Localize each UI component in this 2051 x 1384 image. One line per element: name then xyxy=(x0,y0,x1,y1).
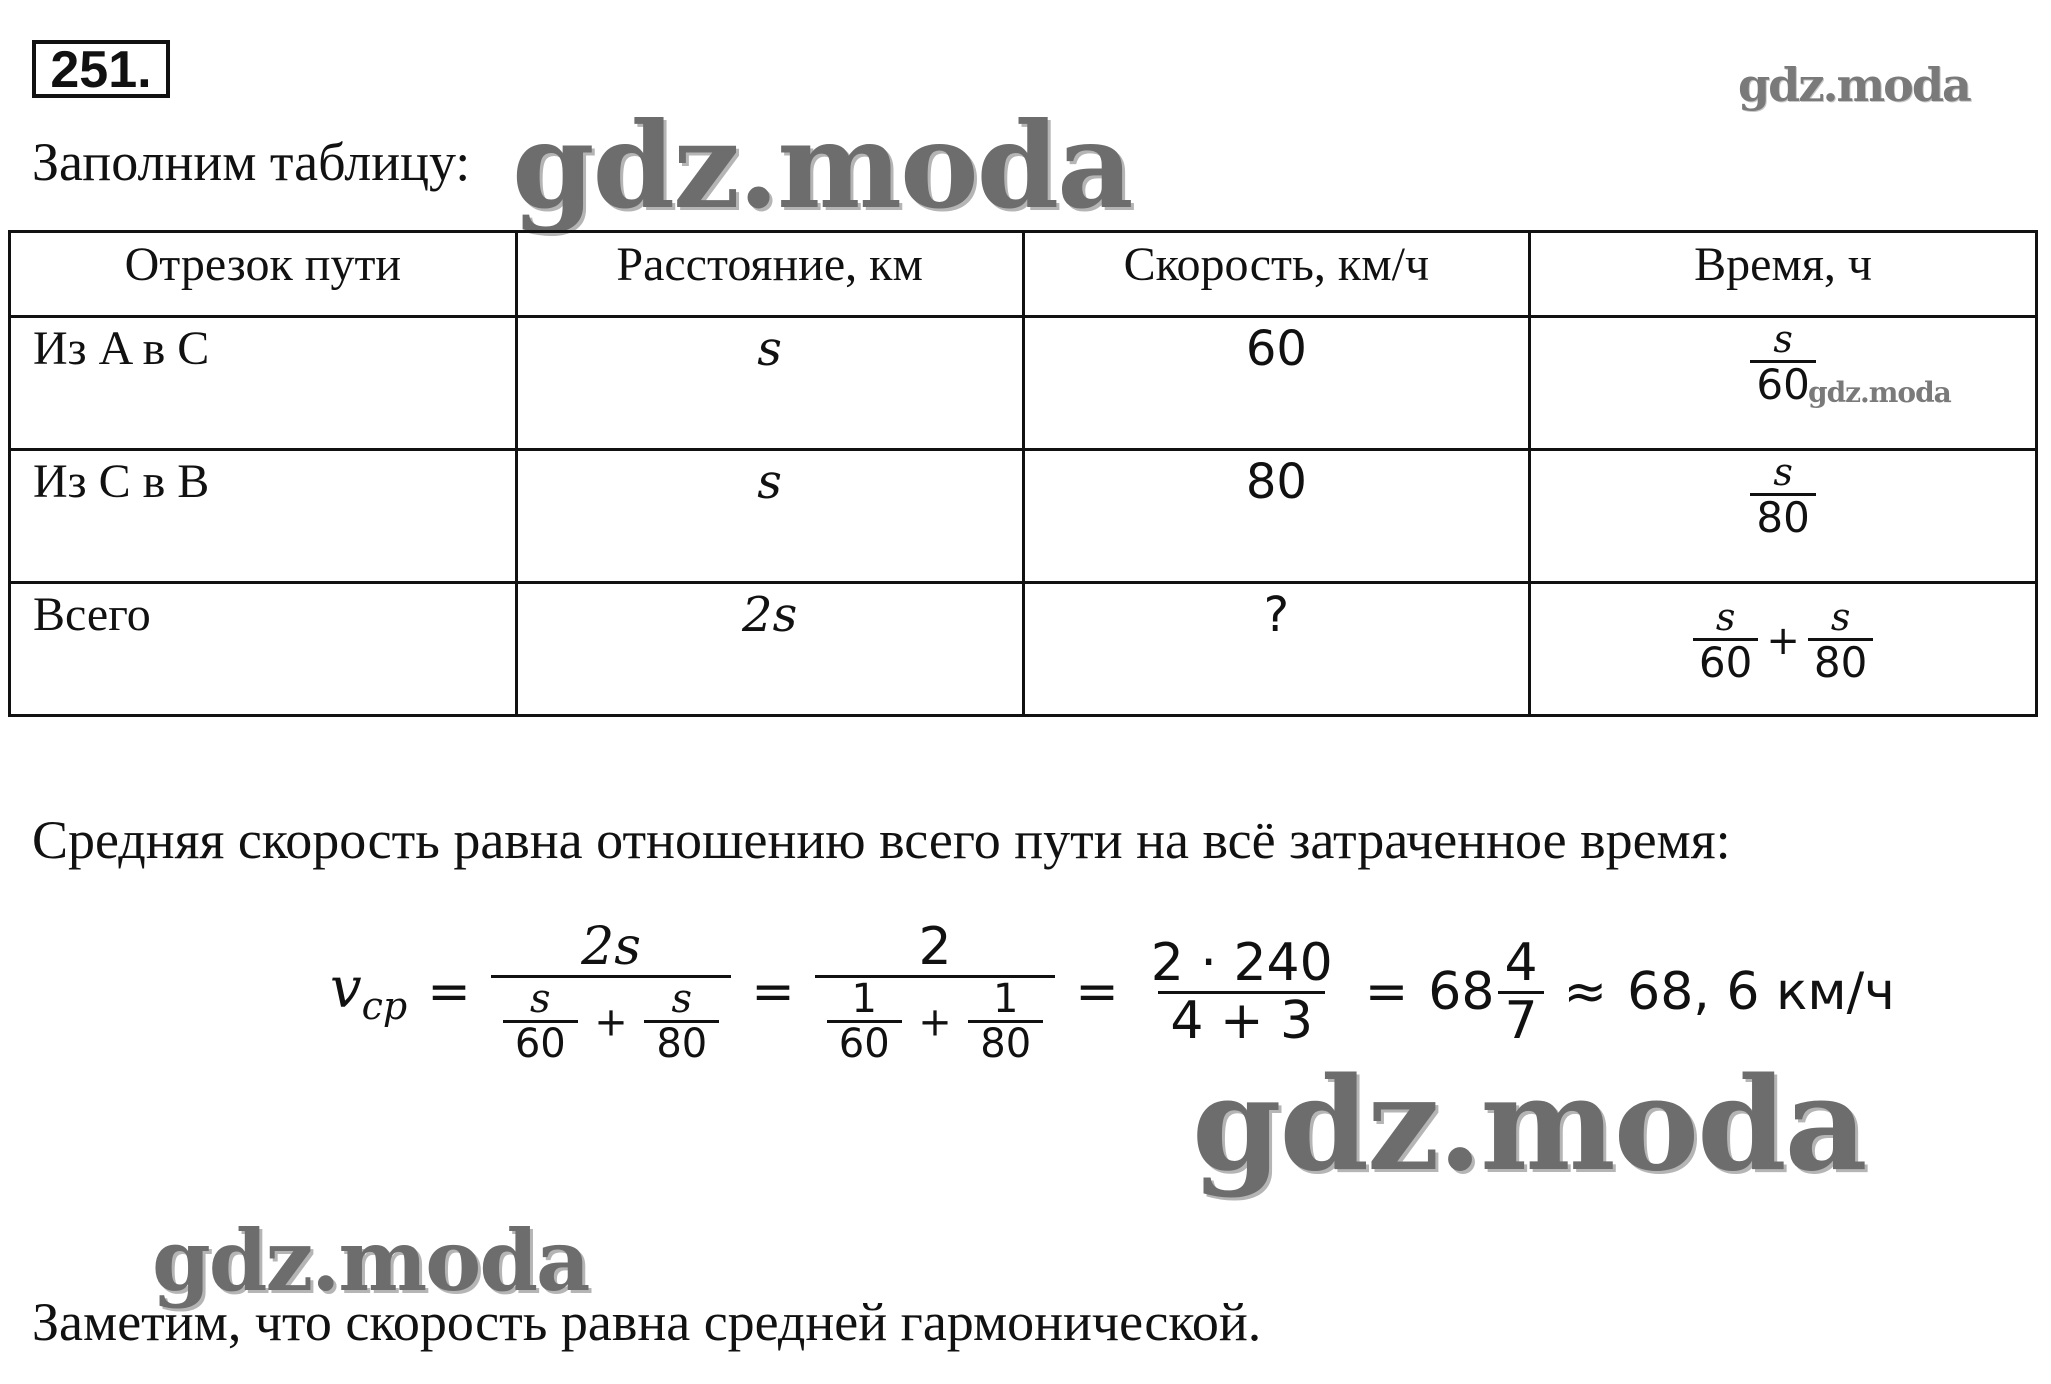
fraction-numerator: 1 xyxy=(851,975,877,1022)
velocity-symbol xyxy=(330,956,407,1028)
fraction-denominator: 80 xyxy=(1750,493,1815,540)
equals-sign: = xyxy=(427,962,471,1023)
time-sum xyxy=(1693,595,1873,687)
fraction-denominator: 80 xyxy=(968,1020,1043,1065)
fraction-numerator: s xyxy=(1773,317,1793,361)
cell-time xyxy=(1530,450,2037,583)
fraction-numerator: 2 · 240 xyxy=(1150,933,1333,994)
formula-fraction-3 xyxy=(1139,933,1345,1051)
inner-fraction xyxy=(827,975,902,1067)
fraction-numerator: 1 xyxy=(993,975,1019,1022)
fraction-denominator xyxy=(815,975,1055,1065)
approx-sign: ≈ xyxy=(1563,962,1608,1023)
watermark-bottom: gdz.moda xyxy=(152,1211,589,1310)
inner-fraction xyxy=(503,975,578,1067)
cell-speed: 60 xyxy=(1023,317,1530,450)
table-row xyxy=(10,583,2037,716)
fraction-denominator: 60 xyxy=(503,1020,578,1065)
fraction-denominator: 60 xyxy=(1750,360,1815,407)
header-time: Время, ч xyxy=(1530,232,2037,317)
formula-fraction-1 xyxy=(491,917,731,1067)
cell-speed: ? xyxy=(1023,583,1530,716)
header-distance: Расстояние, км xyxy=(516,232,1023,317)
plus-sign: + xyxy=(1766,618,1800,665)
cell-speed: 80 xyxy=(1023,450,1530,583)
fraction-numerator: 2s xyxy=(581,917,641,977)
fraction-denominator: 60 xyxy=(1693,638,1758,685)
inner-fraction xyxy=(968,975,1043,1067)
time-fraction xyxy=(1750,450,1815,542)
fraction-numerator: 4 xyxy=(1504,933,1538,994)
formula-result: 68, 6 км/ч xyxy=(1627,962,1895,1023)
intro-text: Заполним таблицу: xyxy=(32,132,471,192)
fraction-denominator: 4 + 3 xyxy=(1158,991,1325,1049)
problem-number: 251. xyxy=(32,40,170,98)
cell-distance: s xyxy=(516,450,1023,583)
velocity-subscript: ср xyxy=(361,984,408,1029)
fraction-denominator: 80 xyxy=(1808,638,1873,685)
fraction-numerator: s xyxy=(1715,595,1736,639)
cell-segment: Всего xyxy=(10,583,517,716)
fraction-numerator: s xyxy=(1773,450,1793,494)
cell-segment: Из C в B xyxy=(10,450,517,583)
mixed-whole: 68 xyxy=(1428,962,1495,1023)
watermark-intro: gdz.moda xyxy=(512,96,1132,235)
average-speed-statement: Средняя скорость равна отношению всего пути на всё затраченное время: xyxy=(32,810,1731,870)
table-row xyxy=(10,317,2037,450)
fraction-numerator: s xyxy=(530,975,551,1022)
formula-fraction-2 xyxy=(815,917,1055,1067)
cell-time xyxy=(1530,583,2037,716)
motion-table xyxy=(8,230,2038,717)
header-speed: Скорость, км/ч xyxy=(1023,232,1530,317)
fraction-numerator: s xyxy=(671,975,693,1022)
time-fraction xyxy=(1693,595,1758,687)
fraction-denominator xyxy=(491,975,731,1065)
plus-sign: + xyxy=(594,999,628,1046)
cell-distance: s xyxy=(516,317,1023,450)
fraction-denominator: 60 xyxy=(827,1020,902,1065)
watermark-top-right: gdz.moda xyxy=(1738,58,1970,112)
fraction-numerator: s xyxy=(1830,595,1851,639)
fraction-denominator: 7 xyxy=(1498,991,1543,1049)
inner-fraction xyxy=(644,975,719,1067)
cell-segment: Из A в C xyxy=(10,317,517,450)
mixed-number xyxy=(1428,933,1543,1051)
watermark-cell: gdz.moda xyxy=(1808,376,1951,409)
fraction-numerator: 2 xyxy=(918,917,952,977)
velocity-letter: v xyxy=(330,956,362,1022)
header-segment: Отрезок пути xyxy=(10,232,517,317)
plus-sign: + xyxy=(918,999,952,1046)
equals-sign: = xyxy=(1075,962,1119,1023)
equals-sign: = xyxy=(751,962,795,1023)
table-row xyxy=(10,450,2037,583)
cell-distance: 2s xyxy=(516,583,1023,716)
equals-sign: = xyxy=(1364,962,1409,1023)
harmonic-note: Заметим, что скорость равна средней гармонической. xyxy=(32,1292,1262,1352)
mixed-fraction xyxy=(1498,933,1543,1051)
time-fraction xyxy=(1808,595,1873,687)
cell-time xyxy=(1530,317,2037,450)
time-fraction xyxy=(1750,317,1815,409)
table-header-row xyxy=(10,232,2037,317)
watermark-formula: gdz.moda xyxy=(1192,1050,1866,1200)
average-speed-formula xyxy=(330,917,1895,1067)
fraction-denominator: 80 xyxy=(644,1020,719,1065)
